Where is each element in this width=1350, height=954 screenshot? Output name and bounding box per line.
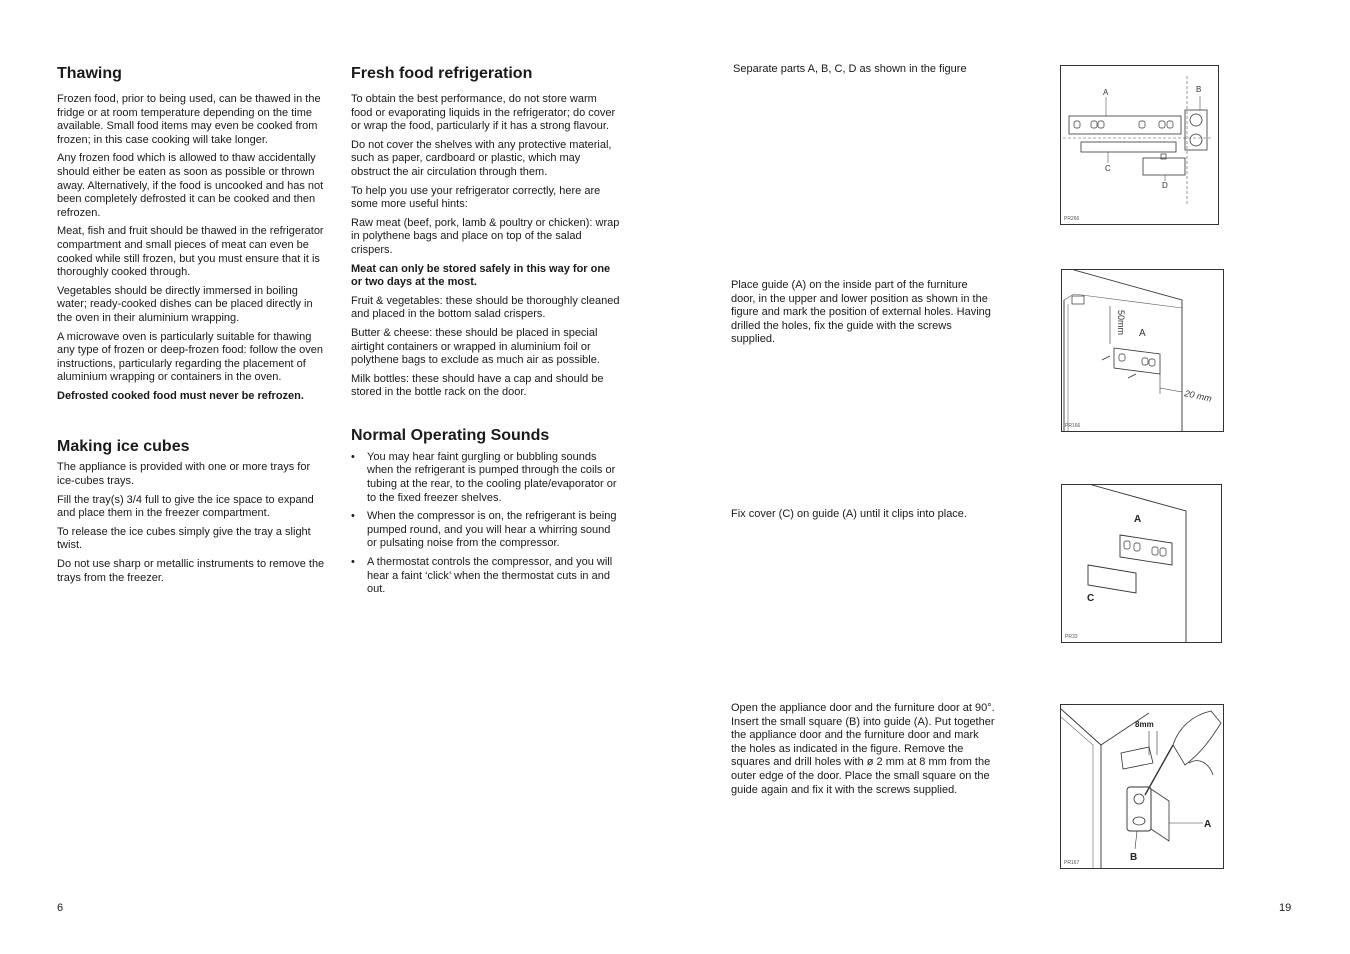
right-page-number: 19 — [1279, 902, 1292, 914]
fig1-label-c: C — [1105, 164, 1111, 173]
ice-cubes-paragraph: The appliance is provided with one or more trays for ice-cubes trays. — [57, 461, 311, 488]
fig4-label-b: B — [1130, 852, 1138, 863]
fig1-label-b: B — [1196, 85, 1202, 94]
fresh-food-paragraph: Butter & cheese: these should be placed in special airtight containers or wrapped in aluminium foil or polythene bags to exclude as much air as possible. — [351, 326, 600, 367]
fresh-food-paragraph: To obtain the best performance, do not store warm food or evaporating liquids in the refrigerator; do cover or wrap the food, particularly if it has a strong flavour. — [351, 93, 616, 133]
list-item — [351, 556, 621, 597]
list-item — [351, 451, 621, 505]
fig1-label-a: A — [1103, 88, 1109, 97]
ice-cubes-paragraph: Do not use sharp or metallic instruments to remove the trays from the freezer. — [57, 558, 325, 584]
fresh-food-paragraph: Do not cover the shelves with any protective material, such as paper, cardboard or plastic, which may obstruct the air circulation through them. — [351, 138, 612, 178]
guide-diagram — [1062, 270, 1223, 431]
door-diagram — [1061, 705, 1223, 868]
thawing-paragraph: A microwave oven is particularly suitable for thawing any type of frozen or deep-frozen food: follow the oven instructions, particularly regarding the placement of aluminium wrapping or containers in the oven. — [57, 330, 323, 384]
fig3-code: PR33 — [1065, 634, 1078, 640]
thawing-paragraph: Meat, fish and fruit should be thawed in the refrigerator compartment and small pieces of meat can even be cooked while still frozen, but you must ensure that it is thoroughly cooked through. — [57, 225, 324, 279]
figure-place-guide — [1061, 269, 1224, 432]
left-page-number: 6 — [57, 902, 64, 914]
step-4-text: Open the appliance door and the furniture door at 90°. Insert the small square (B) into guide (A). Put together the appliance door and the furniture door and mark the holes as indicated in the figure. Remove the squares and drill holes with ø 2 mm at 8 mm from the outer edge of the door. Place the small square on the guide again and fix it with the screws supplied. — [731, 702, 995, 796]
thawing-heading: Thawing — [57, 65, 122, 82]
figure-door-assembly — [1060, 704, 1224, 869]
left-column-1 — [57, 64, 325, 590]
fresh-food-paragraph: Raw meat (beef, pork, lamb & poultry or chicken): wrap in polythene bags and place on top of the salad crispers. — [351, 216, 620, 256]
fig3-label-c: C — [1087, 593, 1095, 604]
step-3-text: Fix cover (C) on guide (A) until it clips into place. — [731, 508, 967, 520]
step-1-text: Separate parts A, B, C, D as shown in the figure — [733, 63, 967, 75]
ice-cubes-heading: Making ice cubes — [57, 438, 190, 456]
fig4-label-a: A — [1204, 819, 1212, 830]
fresh-food-paragraph: Milk bottles: these should have a cap and should be stored in the bottle rack on the door. — [351, 372, 604, 399]
bullet-icon: • — [351, 510, 355, 523]
figure-separate-parts — [1060, 65, 1219, 225]
step-2-text: Place guide (A) on the inside part of the furniture door, in the upper and lower position as shown in the figure and mark the position of external holes. Having drilled the holes, fix the guide with the screws supplied. — [731, 279, 991, 346]
fresh-food-paragraph: To help you use your refrigerator correctly, here are some more useful hints: — [351, 184, 601, 211]
cover-diagram — [1062, 485, 1221, 642]
sounds-heading: Normal Operating Sounds — [351, 426, 550, 444]
ice-cubes-paragraph: Fill the tray(s) 3/4 full to give the ice space to expand and place them in the freezer compartment. — [57, 493, 314, 520]
sounds-list — [351, 451, 621, 597]
fig2-dim-20: 20 mm — [1183, 388, 1213, 404]
list-item — [351, 510, 621, 551]
fig4-dim-8: 8mm — [1135, 720, 1154, 729]
fig2-dim-50: 50mm — [1116, 310, 1126, 336]
sounds-bullet-text: A thermostat controls the compressor, and you will hear a faint ‘click’ when the thermostat cuts in and out. — [367, 556, 613, 596]
fresh-food-paragraph: Fruit & vegetables: these should be thoroughly cleaned and placed in the bottom salad crispers. — [351, 294, 620, 321]
left-column-2 — [351, 64, 621, 602]
fig1-code: PR266 — [1064, 216, 1080, 222]
fig2-code: PR166 — [1065, 423, 1081, 429]
fig2-label-a: A — [1139, 328, 1146, 339]
sounds-bullet-text: You may hear faint gurgling or bubbling sounds when the refrigerant is pumped through the coils or tubing at the rear, to the cooling plate/evaporator or to the fixed freezer shelves. — [367, 450, 617, 504]
bullet-icon: • — [351, 556, 355, 569]
figure-fix-cover — [1061, 484, 1222, 643]
thawing-paragraph: Vegetables should be directly immersed in boiling water; ready-cooked dishes can be placed directly in the oven in their aluminium wrapping. — [57, 284, 313, 324]
fig3-label-a: A — [1134, 514, 1142, 525]
fig1-label-d: D — [1162, 181, 1168, 190]
fresh-food-heading: Fresh food refrigeration — [351, 65, 533, 82]
sounds-bullet-text: When the compressor is on, the refrigerant is being pumped round, and you will hear a whirring sound or pulsating noise from the compressor. — [367, 510, 617, 550]
fig4-code: PR167 — [1064, 860, 1080, 866]
parts-diagram — [1061, 66, 1218, 224]
bullet-icon: • — [351, 450, 355, 463]
ice-cubes-paragraph: To release the ice cubes simply give the tray a slight twist. — [57, 525, 311, 552]
thawing-warning: Defrosted cooked food must never be refrozen. — [57, 389, 304, 402]
thawing-paragraph: Any frozen food which is allowed to thaw accidentally should either be eaten as soon as possible or thrown away. Alternatively, if the food is uncooked and has not been completely defrosted it can be cooked and then refrozen. — [57, 152, 324, 219]
thawing-paragraph: Frozen food, prior to being used, can be thawed in the fridge or at room temperature depending on the time available. Small food items may even be cooked from frozen; in this case cooking will take longer. — [57, 93, 321, 146]
fresh-food-warning: Meat can only be stored safely in this way for one or two days at the most. — [351, 262, 611, 289]
